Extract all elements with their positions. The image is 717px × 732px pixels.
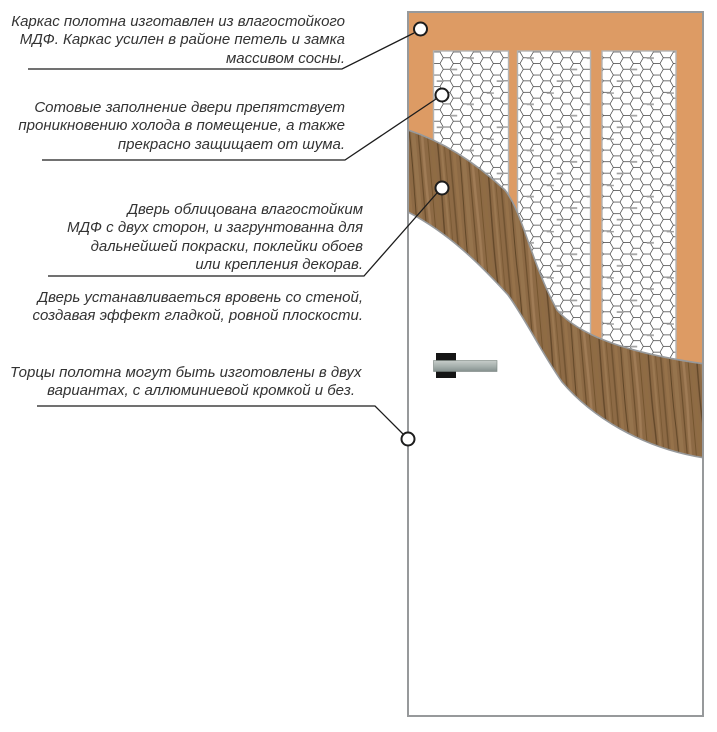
annotation-line: массивом сосны. (225, 49, 345, 67)
annotation-line: или крепления декорав. (195, 256, 363, 274)
annotation-line: проникновению холода в помещение, а также (18, 117, 345, 135)
annotation-line: Каркас полотна изготавлен из влагостойкого (11, 13, 345, 30)
annotation-honeycomb (10, 99, 345, 154)
annotation-line: Сотовые заполнение двери препятствует (34, 99, 345, 116)
annotation-edges (10, 364, 362, 401)
annotation-flush-mount (10, 289, 363, 326)
callout-marker-honeycomb (436, 89, 449, 102)
annotation-frame (10, 13, 345, 68)
annotation-line: дальнейшей покраски, поклейки обоев (90, 237, 363, 255)
annotation-line: прекрасно защищает от шума. (117, 135, 345, 153)
callout-marker-facing (436, 182, 449, 195)
annotation-line: МДФ. Каркас усилен в районе петель и замка (19, 31, 345, 49)
annotation-line: Дверь облицована влагостойким (127, 201, 363, 218)
annotation-facing (10, 201, 363, 275)
callout-marker-edges (402, 433, 415, 446)
annotation-line: МДФ с двух сторон, и загрунтованна для (67, 219, 363, 237)
annotation-line: вариантах, с аллюминиевой кромкой и без. (47, 382, 355, 400)
annotation-line: Торцы полотна могут быть изготовлены в двух (10, 364, 362, 381)
annotation-line: создавая эффект гладкой, ровной плоскости. (32, 307, 363, 325)
annotation-line: Дверь устанавливаеться вровень со стеной, (37, 289, 363, 306)
callout-marker-frame (414, 23, 427, 36)
leader-line-edges (37, 406, 403, 434)
